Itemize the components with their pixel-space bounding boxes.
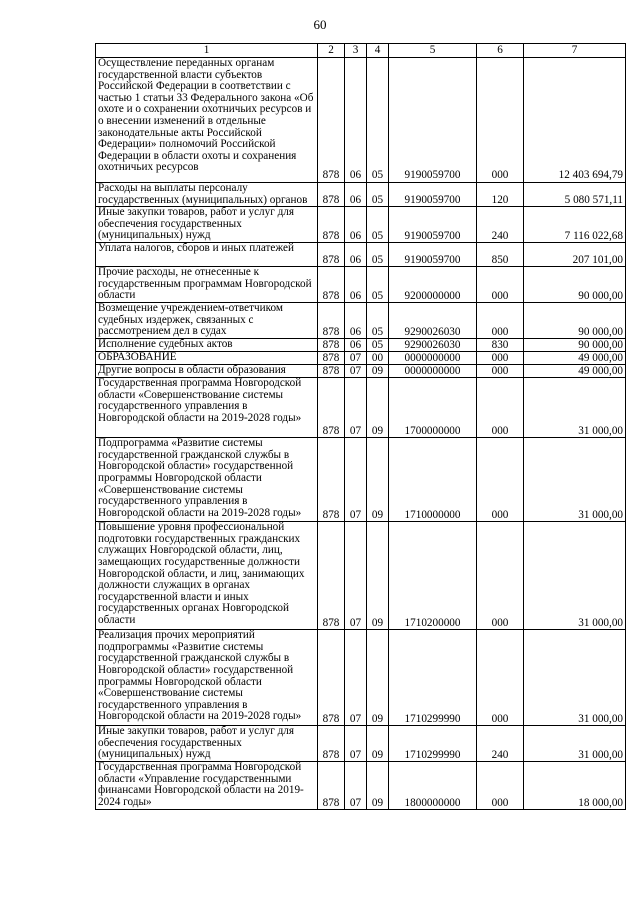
table-row [96, 183, 626, 207]
expense-type-cell: 000 [477, 58, 524, 183]
section-cell: 06 [345, 339, 367, 352]
amount-cell: 18 000,00 [524, 762, 626, 810]
subsection-cell: 09 [367, 438, 389, 522]
section-cell: 07 [345, 365, 367, 378]
expense-type-cell: 120 [477, 183, 524, 207]
section-cell: 06 [345, 303, 367, 339]
table-row [96, 726, 626, 762]
row-name-cell: Расходы на выплаты персоналу государственных (муниципальных) органов [96, 183, 318, 207]
expense-type-cell: 240 [477, 726, 524, 762]
row-name-cell: Государственная программа Новгородской области «Управление государственными финансами Новгородской области на 2019-2024 годы» [96, 762, 318, 810]
subsection-cell: 05 [367, 303, 389, 339]
target-article-cell: 9190059700 [389, 183, 477, 207]
section-cell: 07 [345, 726, 367, 762]
subsection-cell: 09 [367, 630, 389, 726]
target-article-cell: 1710000000 [389, 438, 477, 522]
amount-cell: 31 000,00 [524, 726, 626, 762]
amount-cell: 5 080 571,11 [524, 183, 626, 207]
expense-type-cell: 000 [477, 438, 524, 522]
section-cell: 06 [345, 207, 367, 243]
table-row [96, 303, 626, 339]
expense-type-cell: 000 [477, 762, 524, 810]
subsection-cell: 09 [367, 522, 389, 630]
expense-type-cell: 000 [477, 630, 524, 726]
amount-cell: 7 116 022,68 [524, 207, 626, 243]
admin-code-cell: 878 [318, 207, 345, 243]
row-name-cell: Иные закупки товаров, работ и услуг для обеспечения государственных (муниципальных) нужд [96, 207, 318, 243]
header-cell: 3 [345, 44, 367, 58]
table-row [96, 243, 626, 267]
admin-code-cell: 878 [318, 339, 345, 352]
admin-code-cell: 878 [318, 438, 345, 522]
subsection-cell: 05 [367, 183, 389, 207]
amount-cell: 90 000,00 [524, 339, 626, 352]
row-name-cell: Иные закупки товаров, работ и услуг для обеспечения государственных (муниципальных) нужд [96, 726, 318, 762]
subsection-cell: 05 [367, 207, 389, 243]
row-name-cell: ОБРАЗОВАНИЕ [96, 352, 318, 365]
table-row [96, 378, 626, 438]
admin-code-cell: 878 [318, 243, 345, 267]
section-cell: 07 [345, 352, 367, 365]
table-row [96, 522, 626, 630]
section-cell: 06 [345, 243, 367, 267]
amount-cell: 90 000,00 [524, 267, 626, 303]
admin-code-cell: 878 [318, 630, 345, 726]
table-row [96, 58, 626, 183]
target-article-cell: 1800000000 [389, 762, 477, 810]
admin-code-cell: 878 [318, 183, 345, 207]
target-article-cell: 9190059700 [389, 243, 477, 267]
row-name-cell: Другие вопросы в области образования [96, 365, 318, 378]
budget-table [95, 43, 626, 810]
row-name-cell: Государственная программа Новгородской области «Совершенствование системы государственного управления в Новгородской области на 2019-2028 годы» [96, 378, 318, 438]
amount-cell: 31 000,00 [524, 630, 626, 726]
amount-cell: 49 000,00 [524, 352, 626, 365]
table-row [96, 207, 626, 243]
expense-type-cell: 850 [477, 243, 524, 267]
target-article-cell: 9200000000 [389, 267, 477, 303]
row-name-cell: Реализация прочих мероприятий подпрограммы «Развитие системы государственной гражданской службы в Новгородской области» государственной программы Новгородской области «Совершенствование системы государственного управления в Новгородской области на 2019-2028 годы» [96, 630, 318, 726]
target-article-cell: 0000000000 [389, 365, 477, 378]
subsection-cell: 09 [367, 365, 389, 378]
row-name-cell: Исполнение судебных актов [96, 339, 318, 352]
subsection-cell: 09 [367, 726, 389, 762]
target-article-cell: 1700000000 [389, 378, 477, 438]
header-cell: 4 [367, 44, 389, 58]
subsection-cell: 00 [367, 352, 389, 365]
admin-code-cell: 878 [318, 762, 345, 810]
section-cell: 07 [345, 522, 367, 630]
page-number: 60 [313, 17, 327, 32]
expense-type-cell: 000 [477, 267, 524, 303]
expense-type-cell: 000 [477, 522, 524, 630]
subsection-cell: 09 [367, 378, 389, 438]
amount-cell: 207 101,00 [524, 243, 626, 267]
table-row [96, 438, 626, 522]
subsection-cell: 05 [367, 339, 389, 352]
section-cell: 07 [345, 378, 367, 438]
target-article-cell: 1710200000 [389, 522, 477, 630]
target-article-cell: 9290026030 [389, 303, 477, 339]
header-cell: 2 [318, 44, 345, 58]
subsection-cell: 05 [367, 243, 389, 267]
expense-type-cell: 000 [477, 365, 524, 378]
section-cell: 06 [345, 58, 367, 183]
table-row [96, 267, 626, 303]
section-cell: 07 [345, 438, 367, 522]
expense-type-cell: 000 [477, 303, 524, 339]
admin-code-cell: 878 [318, 267, 345, 303]
row-name-cell: Подпрограмма «Развитие системы государственной гражданской службы в Новгородской области» государственной программы Новгородской области «Совершенствование системы государственного управления в Новгородской области на 2019-2028 годы» [96, 438, 318, 522]
table-row [96, 630, 626, 726]
section-cell: 07 [345, 630, 367, 726]
section-cell: 06 [345, 267, 367, 303]
header-row [96, 44, 626, 58]
row-name-cell: Повышение уровня профессиональной подготовки государственных гражданских служащих Новгородской области, лиц, замещающих государственные должности Новгородской области, и лиц, занимающих должности служащих в органах государственной власти и иных государственных органах Новгородской области [96, 522, 318, 630]
amount-cell: 90 000,00 [524, 303, 626, 339]
table-row [96, 339, 626, 352]
table-row [96, 365, 626, 378]
row-name-cell: Прочие расходы, не отнесенные к государственным программам Новгородской области [96, 267, 318, 303]
target-article-cell: 1710299990 [389, 630, 477, 726]
header-cell: 7 [524, 44, 626, 58]
target-article-cell: 9290026030 [389, 339, 477, 352]
subsection-cell: 05 [367, 58, 389, 183]
admin-code-cell: 878 [318, 522, 345, 630]
header-cell: 5 [389, 44, 477, 58]
admin-code-cell: 878 [318, 378, 345, 438]
section-cell: 07 [345, 762, 367, 810]
admin-code-cell: 878 [318, 303, 345, 339]
amount-cell: 49 000,00 [524, 365, 626, 378]
section-cell: 06 [345, 183, 367, 207]
expense-type-cell: 240 [477, 207, 524, 243]
table-body [96, 58, 626, 810]
row-name-cell: Осуществление переданных органам государственной власти субъектов Российской Федерации в соответствии с частью 1 статьи 33 Федерального закона «Об охоте и о сохранении охотничьих ресурсов и о внесении изменений в отдельные законодательные акты Российской Федерации» полномочий Российской Федерации в области охоты и сохранения охотничьих ресурсов [96, 58, 318, 183]
amount-cell: 12 403 694,79 [524, 58, 626, 183]
header-cell: 6 [477, 44, 524, 58]
row-name-cell: Возмещение учреждением-ответчиком судебных издержек, связанных с рассмотрением дел в судах [96, 303, 318, 339]
target-article-cell: 0000000000 [389, 352, 477, 365]
admin-code-cell: 878 [318, 726, 345, 762]
expense-type-cell: 000 [477, 352, 524, 365]
amount-cell: 31 000,00 [524, 522, 626, 630]
table-row [96, 352, 626, 365]
admin-code-cell: 878 [318, 352, 345, 365]
target-article-cell: 9190059700 [389, 58, 477, 183]
row-name-cell: Уплата налогов, сборов и иных платежей [96, 243, 318, 267]
target-article-cell: 9190059700 [389, 207, 477, 243]
admin-code-cell: 878 [318, 365, 345, 378]
table-row [96, 762, 626, 810]
expense-type-cell: 830 [477, 339, 524, 352]
admin-code-cell: 878 [318, 58, 345, 183]
amount-cell: 31 000,00 [524, 378, 626, 438]
expense-type-cell: 000 [477, 378, 524, 438]
amount-cell: 31 000,00 [524, 438, 626, 522]
header-cell: 1 [96, 44, 318, 58]
subsection-cell: 09 [367, 762, 389, 810]
target-article-cell: 1710299990 [389, 726, 477, 762]
subsection-cell: 05 [367, 267, 389, 303]
